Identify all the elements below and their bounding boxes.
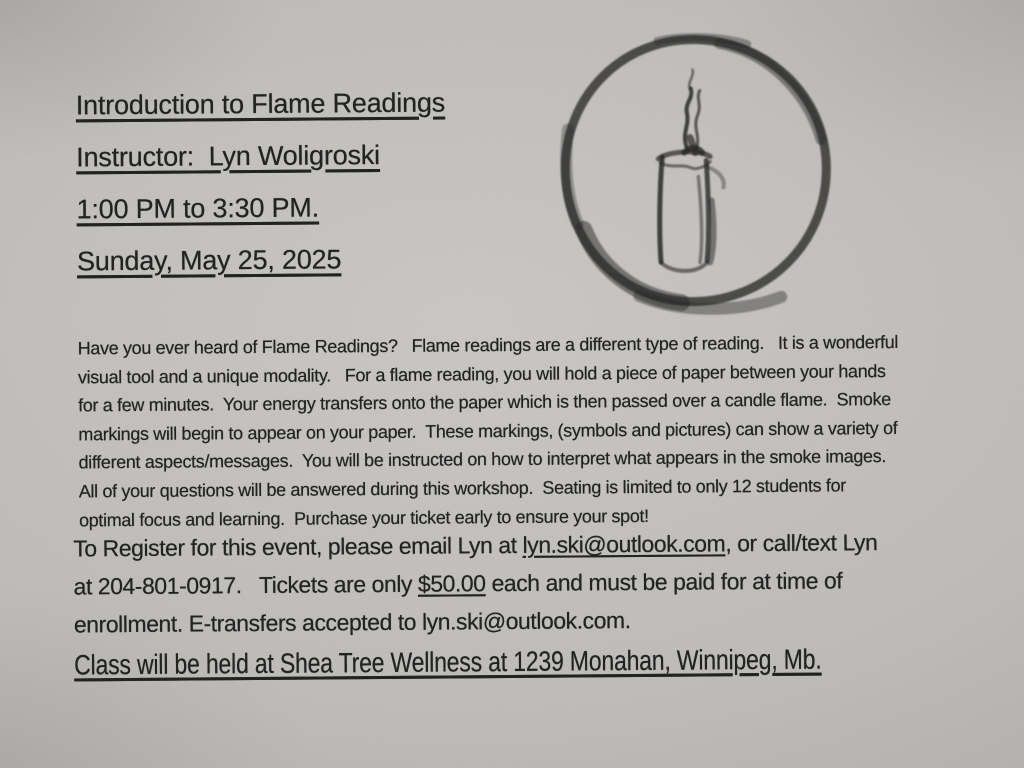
registration-text: , or call/text Lyn (725, 529, 878, 557)
description-paragraph (78, 328, 900, 535)
description-line: for a few minutes. Your energy transfers onto the paper which is then passed over a candle flame. Smoke (78, 389, 891, 416)
instructor-line: Instructor: Lyn Woligroski (76, 140, 381, 173)
registration-text: each and must be paid for at time of (485, 567, 843, 597)
description-line: Have you ever heard of Flame Readings? Flame readings are a different type of reading. It is a wonderful (77, 331, 899, 359)
ticket-price: $50.00 (417, 570, 486, 597)
registration-text: at 204-801-0917. Tickets are only (73, 570, 419, 600)
description-line: different aspects/messages. You will be instructed on how to interpret what appears in the smoke images. (78, 446, 887, 473)
date-line: Sunday, May 25, 2025 (76, 244, 342, 277)
candle-in-circle-icon (537, 9, 869, 324)
location-footer (74, 644, 822, 682)
email-address: lyn.ski@outlook.com (522, 530, 726, 558)
description-line: optimal focus and learning. Purchase your ticket early to ensure your spot! (78, 505, 649, 530)
registration-line (73, 561, 877, 605)
registration-text: To Register for this event, please email Lyn at (73, 531, 523, 562)
flyer-header (76, 77, 447, 288)
registration-line (73, 523, 877, 567)
description-line: markings will begin to appear on your paper. These markings, (symbols and pictures) can show a variety of (78, 417, 898, 445)
description-line: All of your questions will be answered during this workshop. Seating is limited to only 12 students for (78, 475, 846, 502)
description-line: visual tool and a unique modality. For a flame reading, you will hold a piece of paper between your hands (77, 360, 886, 388)
flyer-title: Introduction to Flame Readings (75, 87, 446, 121)
registration-paragraph (73, 523, 878, 643)
time-line: 1:00 PM to 3:30 PM. (76, 192, 320, 225)
registration-line: enrollment. E-transfers accepted to lyn.ski@outlook.com. (73, 607, 631, 638)
location-line: Class will be held at Shea Tree Wellness at 1239 Monahan, Winnipeg, Mb. (74, 643, 822, 681)
